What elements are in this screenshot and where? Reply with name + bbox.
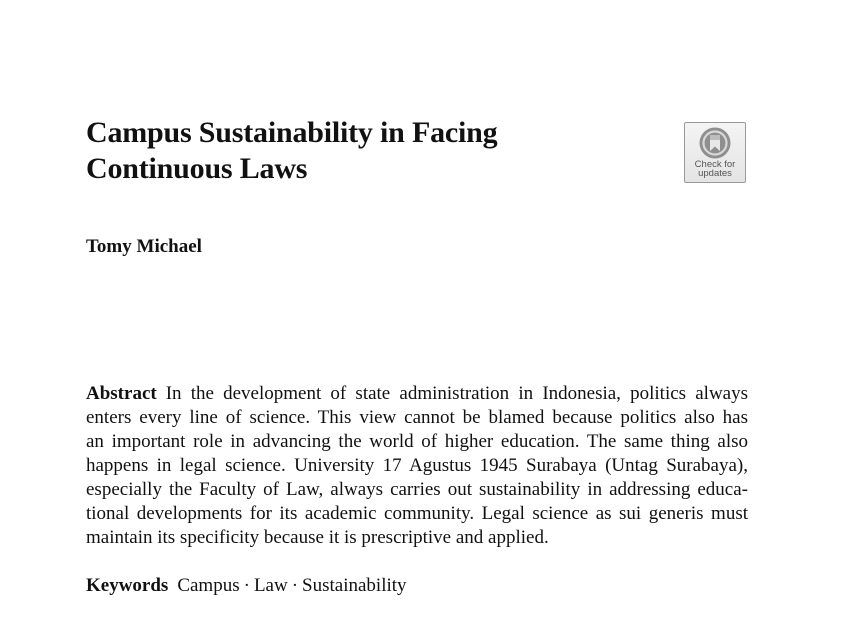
keyword-separator: ·: [291, 575, 299, 596]
author-name: Tomy Michael: [86, 236, 202, 257]
abstract: [86, 382, 748, 550]
abstract-line: happens in legal science. University 17 Agustus 1945 Surabaya (Untag Surabaya),: [86, 455, 748, 476]
paper-title: [86, 115, 606, 187]
keywords: [86, 574, 407, 598]
keyword-item: Sustainability: [302, 575, 407, 596]
keyword-separator: ·: [243, 575, 250, 596]
check-for-updates-icon: [698, 126, 732, 160]
abstract-line: [86, 382, 748, 406]
abstract-line: enters every line of science. This view cannot be blamed because politics also has: [86, 407, 748, 428]
badge-label: [685, 160, 745, 178]
badge-line-1: Check for: [694, 159, 736, 170]
abstract-line: an important role in advancing the world of higher education. The same thing also: [86, 431, 748, 452]
badge-line-2: updates: [698, 168, 732, 179]
keywords-label: Keywords: [86, 575, 169, 596]
title-line-2: Continuous Laws: [86, 152, 308, 185]
keyword-item: Law: [253, 575, 288, 596]
title-line-1: Campus Sustainability in Facing: [86, 116, 498, 149]
abstract-line: especially the Faculty of Law, always carries out sustainability in addressing educa-: [86, 479, 748, 500]
abstract-label: Abstract: [86, 383, 157, 404]
abstract-line-1-text: In the development of state administration in Indonesia, politics always: [165, 383, 748, 404]
abstract-line: maintain its specificity because it is prescriptive and applied.: [86, 527, 549, 548]
check-for-updates-badge[interactable]: [684, 122, 746, 183]
abstract-line: tional developments for its academic community. Legal science as sui generis must: [86, 503, 748, 524]
keyword-item: Campus: [177, 575, 240, 596]
